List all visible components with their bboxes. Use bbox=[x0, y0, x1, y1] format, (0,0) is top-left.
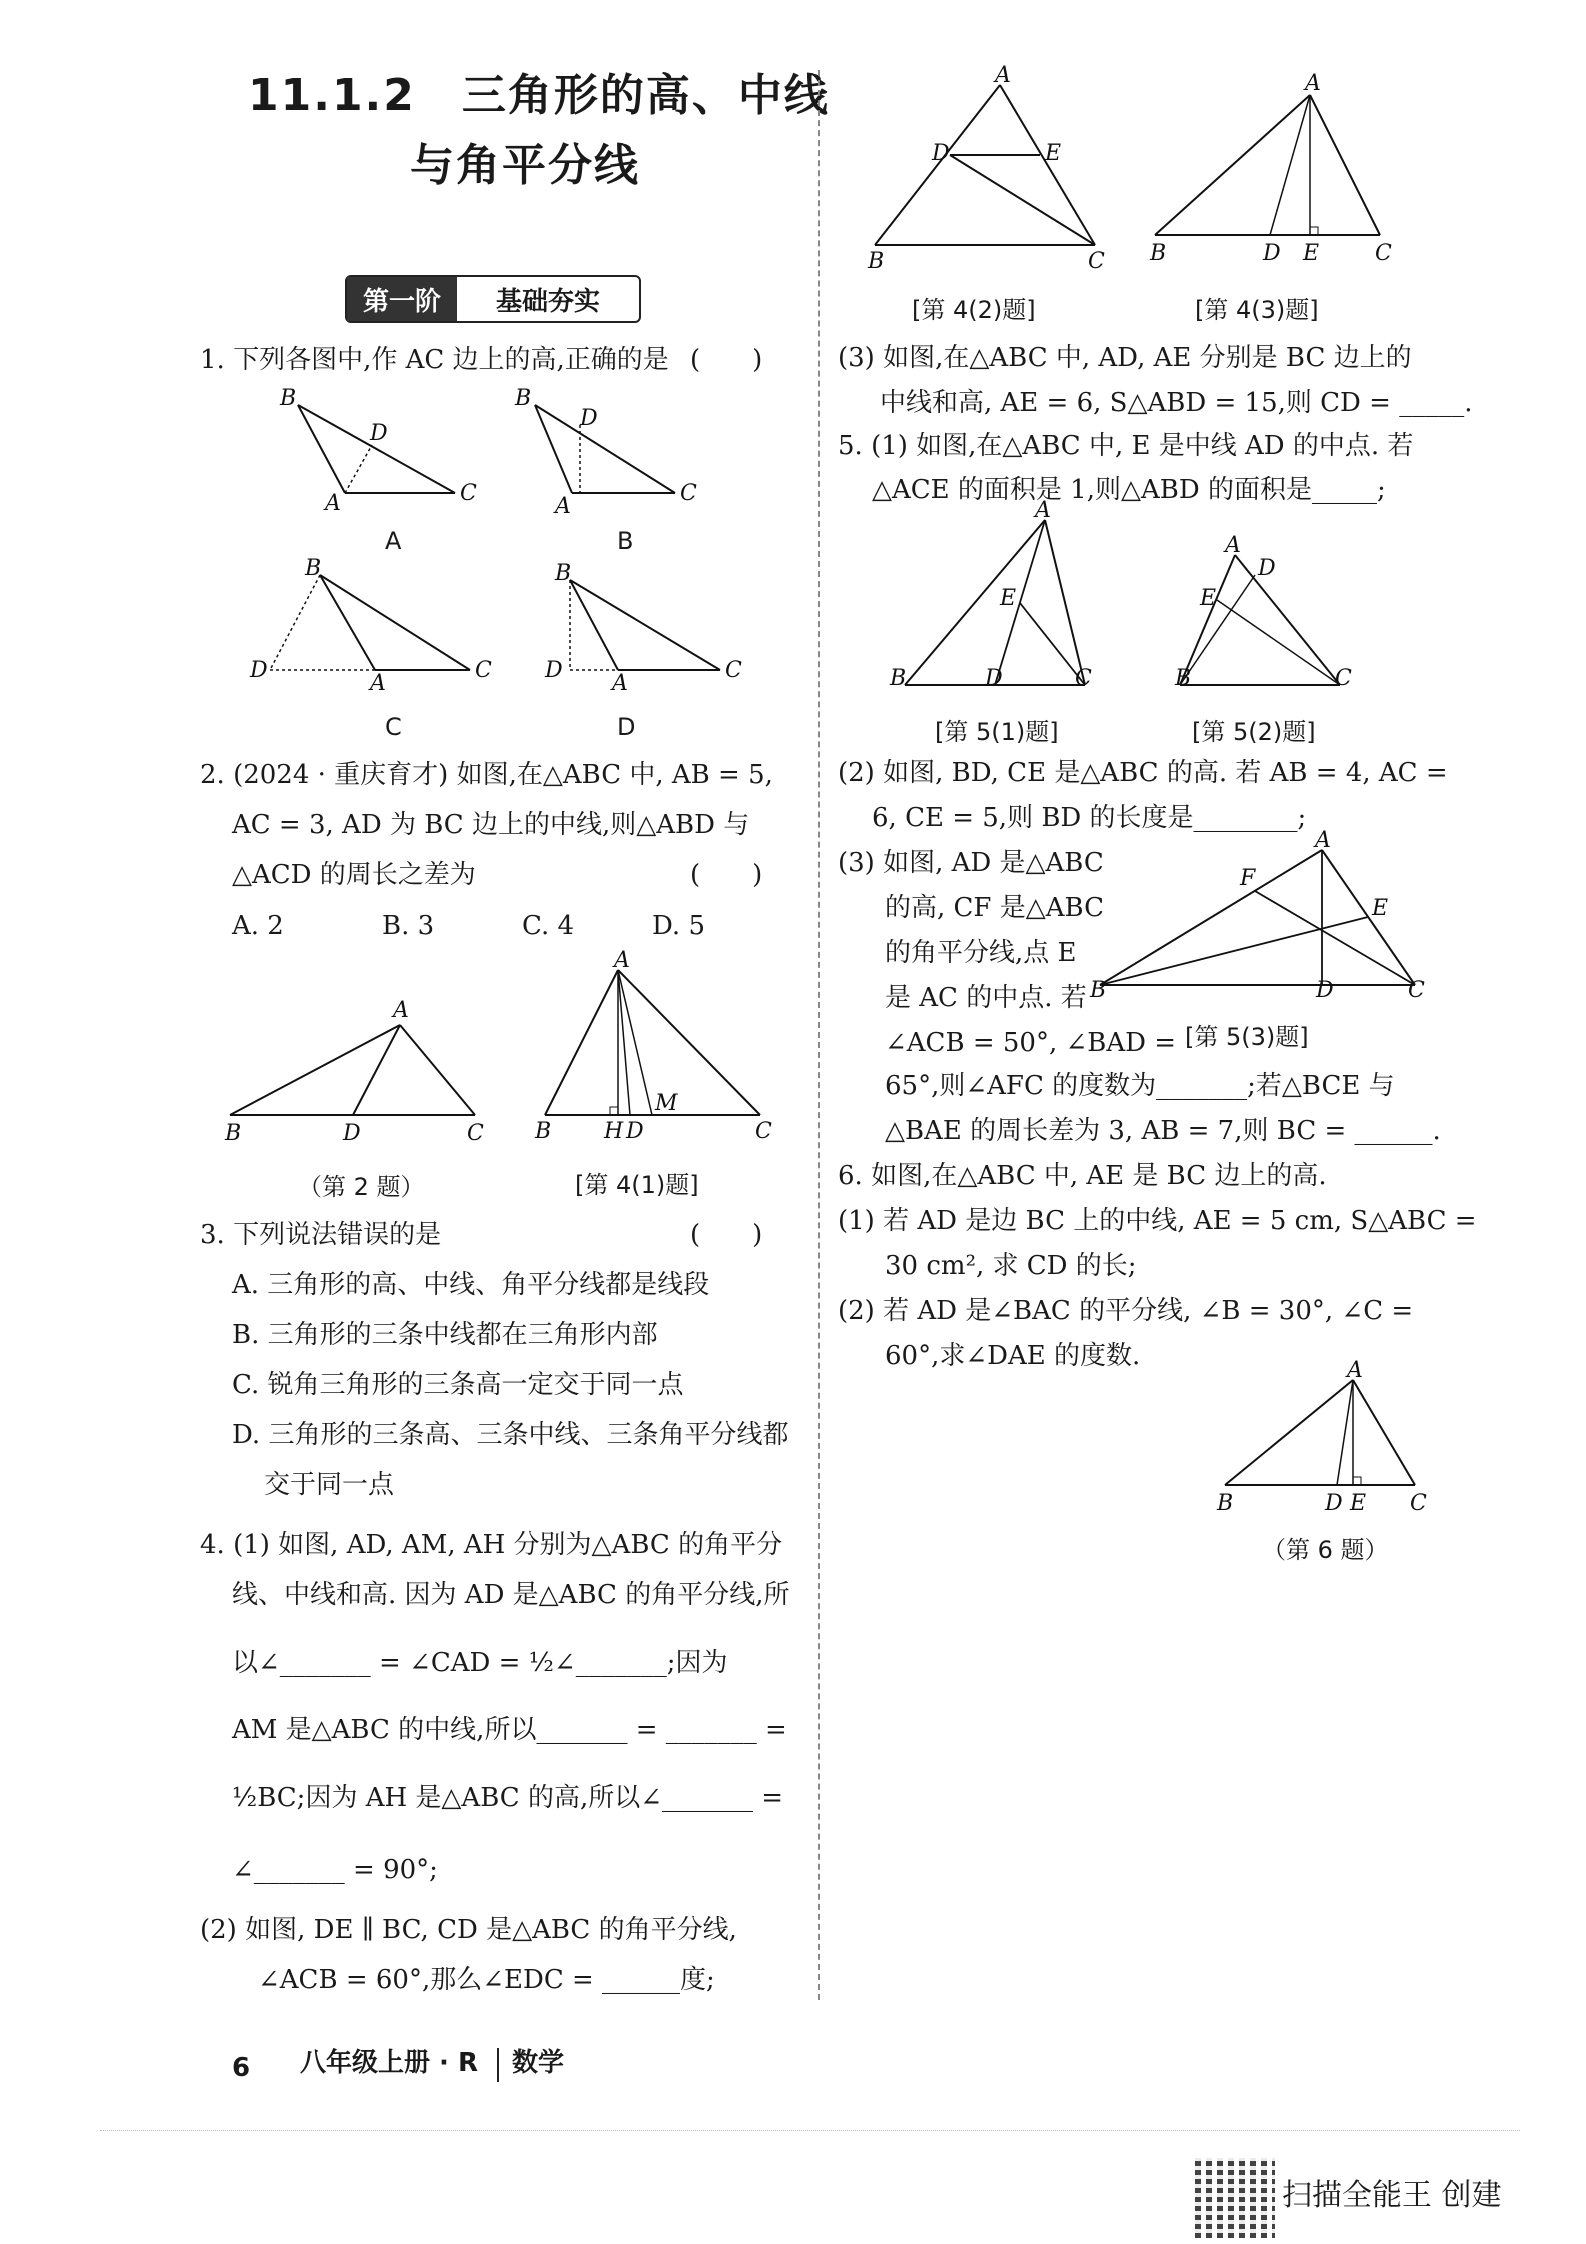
section-badge bbox=[345, 275, 641, 323]
svg-text:E: E bbox=[1372, 896, 1389, 921]
q3-paren: ( ) bbox=[690, 1220, 763, 1250]
svg-text:B: B bbox=[1175, 666, 1192, 691]
q4-line9: (3) 如图,在△ABC 中, AD, AE 分别是 BC 边上的 bbox=[838, 343, 1412, 373]
q5-line7: 的角平分线,点 E bbox=[885, 938, 1077, 968]
q4-1-figure bbox=[530, 948, 780, 1155]
q4-1-caption: [第 4(1)题] bbox=[575, 1171, 699, 1199]
page-number: 6 bbox=[232, 2053, 251, 2083]
svg-text:A: A bbox=[1315, 828, 1331, 853]
svg-text:B: B bbox=[1090, 978, 1107, 1003]
svg-text:C: C bbox=[1410, 1491, 1427, 1516]
q5-line1: 5. (1) 如图,在△ABC 中, E 是中线 AD 的中点. 若 bbox=[838, 431, 1414, 461]
svg-text:A: A bbox=[1225, 533, 1241, 558]
q3-option-c: C. 锐角三角形的三条高一定交于同一点 bbox=[232, 1370, 684, 1400]
svg-text:E: E bbox=[1200, 586, 1217, 611]
q5-2-caption: [第 5(2)题] bbox=[1192, 718, 1316, 746]
svg-text:E: E bbox=[1350, 1491, 1367, 1516]
q4-line4: AM 是△ABC 的中线,所以_______ = _______ = bbox=[232, 1715, 787, 1745]
q4-line8: ∠ACB = 60°,那么∠EDC = ______度; bbox=[258, 1965, 715, 1995]
svg-text:C: C bbox=[1408, 978, 1425, 1003]
q5-line2: △ACE 的面积是 1,则△ABD 的面积是_____; bbox=[872, 475, 1386, 505]
svg-text:B: B bbox=[890, 666, 907, 691]
svg-text:F: F bbox=[1240, 866, 1256, 891]
svg-text:A: A bbox=[393, 998, 409, 1023]
q1-fig-b bbox=[514, 386, 697, 519]
svg-text:C: C bbox=[755, 1119, 772, 1144]
svg-text:D: D bbox=[343, 1121, 361, 1146]
q2-caption: （第 2 题） bbox=[298, 1173, 425, 1201]
q5-line3: (2) 如图, BD, CE 是△ABC 的高. 若 AB = 4, AC = bbox=[838, 758, 1448, 788]
svg-text:C: C bbox=[680, 481, 697, 506]
svg-text:C: C bbox=[1075, 666, 1092, 691]
q1-paren: ( ) bbox=[690, 345, 763, 375]
q2-choice-a: A. 2 bbox=[232, 911, 284, 941]
q6-line3: 30 cm², 求 CD 的长; bbox=[885, 1251, 1137, 1281]
q6-figure bbox=[1205, 1358, 1435, 1525]
svg-text:D: D bbox=[932, 141, 950, 166]
q4-line3: 以∠_______ = ∠CAD = ½∠_______;因为 bbox=[232, 1648, 728, 1678]
q4-line10: 中线和高, AE = 6, S△ABD = 15,则 CD = _____. bbox=[880, 388, 1473, 418]
svg-text:A: A bbox=[1305, 71, 1321, 96]
svg-text:B: B bbox=[1217, 1491, 1234, 1516]
svg-text:C: C bbox=[1335, 666, 1352, 691]
q4-2-caption: [第 4(2)题] bbox=[912, 296, 1036, 324]
q1-option-a: A bbox=[385, 527, 402, 555]
q6-line4: (2) 若 AD 是∠BAC 的平分线, ∠B = 30°, ∠C = bbox=[838, 1296, 1414, 1326]
svg-text:B: B bbox=[535, 1119, 552, 1144]
svg-text:D: D bbox=[1258, 556, 1276, 581]
q1-stem: 1. 下列各图中,作 AC 边上的高,正确的是 bbox=[200, 345, 669, 375]
svg-text:D: D bbox=[545, 658, 563, 683]
q6-line2: (1) 若 AD 是边 BC 上的中线, AE = 5 cm, S△ABC = bbox=[838, 1206, 1477, 1236]
svg-text:D: D bbox=[250, 658, 268, 683]
q4-2-figure bbox=[860, 63, 1120, 280]
watermark-text: 扫描全能王 创建 bbox=[1282, 2178, 1502, 2213]
q5-1-caption: [第 5(1)题] bbox=[935, 718, 1059, 746]
svg-text:A: A bbox=[1035, 498, 1051, 523]
q3-option-d-cont: 交于同一点 bbox=[264, 1470, 395, 1500]
q3-stem: 3. 下列说法错误的是 bbox=[200, 1220, 442, 1250]
q1-option-c: C bbox=[385, 713, 402, 741]
q1-fig-c bbox=[249, 556, 492, 696]
q5-line11: △BAE 的周长差为 3, AB = 7,则 BC = ______. bbox=[885, 1116, 1441, 1146]
svg-text:A: A bbox=[370, 671, 386, 696]
svg-text:D: D bbox=[1325, 1491, 1343, 1516]
svg-text:C: C bbox=[467, 1121, 484, 1146]
q1-option-d: D bbox=[617, 713, 636, 741]
q4-line2: 线、中线和高. 因为 AD 是△ABC 的角平分线,所 bbox=[232, 1580, 790, 1610]
q1-fig-d bbox=[544, 561, 742, 696]
q4-line5: ½BC;因为 AH 是△ABC 的高,所以∠_______ = bbox=[232, 1783, 784, 1813]
page-title: 11.1.2 三角形的高、中线 bbox=[248, 70, 830, 121]
svg-text:B: B bbox=[868, 249, 885, 274]
page-title-line2: 与角平分线 bbox=[410, 140, 640, 191]
q2-line2: AC = 3, AD 为 BC 边上的中线,则△ABD 与 bbox=[232, 810, 750, 840]
q5-line10: 65°,则∠AFC 的度数为_______;若△BCE 与 bbox=[885, 1071, 1395, 1101]
q2-figure bbox=[215, 995, 505, 1155]
svg-text:B: B bbox=[1150, 241, 1167, 266]
q1-figures bbox=[250, 385, 790, 745]
svg-text:D: D bbox=[1316, 978, 1334, 1003]
svg-text:A: A bbox=[995, 63, 1011, 88]
svg-text:M: M bbox=[655, 1091, 678, 1116]
q1-fig-a bbox=[279, 386, 477, 516]
svg-text:B: B bbox=[305, 556, 322, 581]
badge-right: 基础夯实 bbox=[495, 286, 600, 317]
svg-text:E: E bbox=[1045, 141, 1062, 166]
q5-1-figure bbox=[885, 498, 1105, 705]
q3-option-d: D. 三角形的三条高、三条中线、三条角平分线都 bbox=[232, 1420, 789, 1450]
footer-separator bbox=[497, 2048, 499, 2082]
q5-3-figure bbox=[1090, 828, 1435, 1003]
q4-line6: ∠_______ = 90°; bbox=[232, 1855, 438, 1885]
q6-caption: （第 6 题） bbox=[1262, 1536, 1389, 1564]
svg-text:B: B bbox=[225, 1121, 242, 1146]
q5-3-caption: [第 5(3)题] bbox=[1185, 1023, 1309, 1051]
svg-text:D: D bbox=[985, 666, 1003, 691]
svg-text:A: A bbox=[614, 948, 630, 973]
q6-line1: 6. 如图,在△ABC 中, AE 是 BC 边上的高. bbox=[838, 1161, 1327, 1191]
q5-line6: 的高, CF 是△ABC bbox=[885, 893, 1104, 923]
q3-option-b: B. 三角形的三条中线都在三角形内部 bbox=[232, 1320, 658, 1350]
footer-rule bbox=[100, 2130, 1520, 2131]
badge-left: 第一阶 bbox=[347, 277, 457, 321]
q4-3-caption: [第 4(3)题] bbox=[1195, 296, 1319, 324]
q1-option-b: B bbox=[617, 527, 634, 555]
svg-text:D: D bbox=[370, 421, 388, 446]
q5-line4: 6, CE = 5,则 BD 的长度是________; bbox=[872, 803, 1307, 833]
q5-2-figure bbox=[1170, 530, 1350, 705]
svg-text:A: A bbox=[612, 671, 628, 696]
q5-line5: (3) 如图, AD 是△ABC bbox=[838, 848, 1104, 878]
column-divider bbox=[818, 70, 820, 2000]
svg-text:A: A bbox=[555, 494, 571, 519]
q4-line7: (2) 如图, DE ∥ BC, CD 是△ABC 的角平分线, bbox=[200, 1915, 737, 1945]
q4-line1: 4. (1) 如图, AD, AM, AH 分别为△ABC 的角平分 bbox=[200, 1530, 783, 1560]
q2-line1: 2. (2024 · 重庆育才) 如图,在△ABC 中, AB = 5, bbox=[200, 760, 773, 790]
subject: 数学 bbox=[512, 2048, 565, 2078]
svg-text:D: D bbox=[626, 1119, 644, 1144]
svg-text:H: H bbox=[604, 1119, 624, 1144]
svg-text:D: D bbox=[1263, 241, 1281, 266]
svg-text:C: C bbox=[1375, 241, 1392, 266]
q5-line8: 是 AC 的中点. 若 bbox=[885, 983, 1087, 1013]
q5-line9: ∠ACB = 50°, ∠BAD = bbox=[885, 1028, 1177, 1058]
svg-text:B: B bbox=[280, 386, 297, 411]
svg-text:E: E bbox=[1000, 586, 1017, 611]
q2-choice-c: C. 4 bbox=[522, 911, 575, 941]
q2-choice-d: D. 5 bbox=[652, 911, 705, 941]
svg-text:C: C bbox=[475, 658, 492, 683]
svg-text:C: C bbox=[1088, 249, 1105, 274]
q4-3-figure bbox=[1145, 70, 1405, 280]
svg-text:A: A bbox=[1347, 1358, 1363, 1383]
svg-text:E: E bbox=[1303, 241, 1320, 266]
q2-choice-b: B. 3 bbox=[382, 911, 435, 941]
svg-text:D: D bbox=[580, 406, 598, 431]
book-title: 八年级上册 · R bbox=[300, 2048, 479, 2078]
svg-text:A: A bbox=[325, 491, 341, 516]
q2-line3: △ACD 的周长之差为 bbox=[232, 860, 476, 890]
svg-text:C: C bbox=[725, 658, 742, 683]
q2-paren: ( ) bbox=[690, 860, 763, 890]
svg-text:C: C bbox=[460, 481, 477, 506]
q6-line5: 60°,求∠DAE 的度数. bbox=[885, 1341, 1141, 1371]
svg-text:B: B bbox=[555, 561, 572, 586]
q3-option-a: A. 三角形的高、中线、角平分线都是线段 bbox=[232, 1270, 710, 1300]
svg-text:B: B bbox=[515, 386, 532, 411]
